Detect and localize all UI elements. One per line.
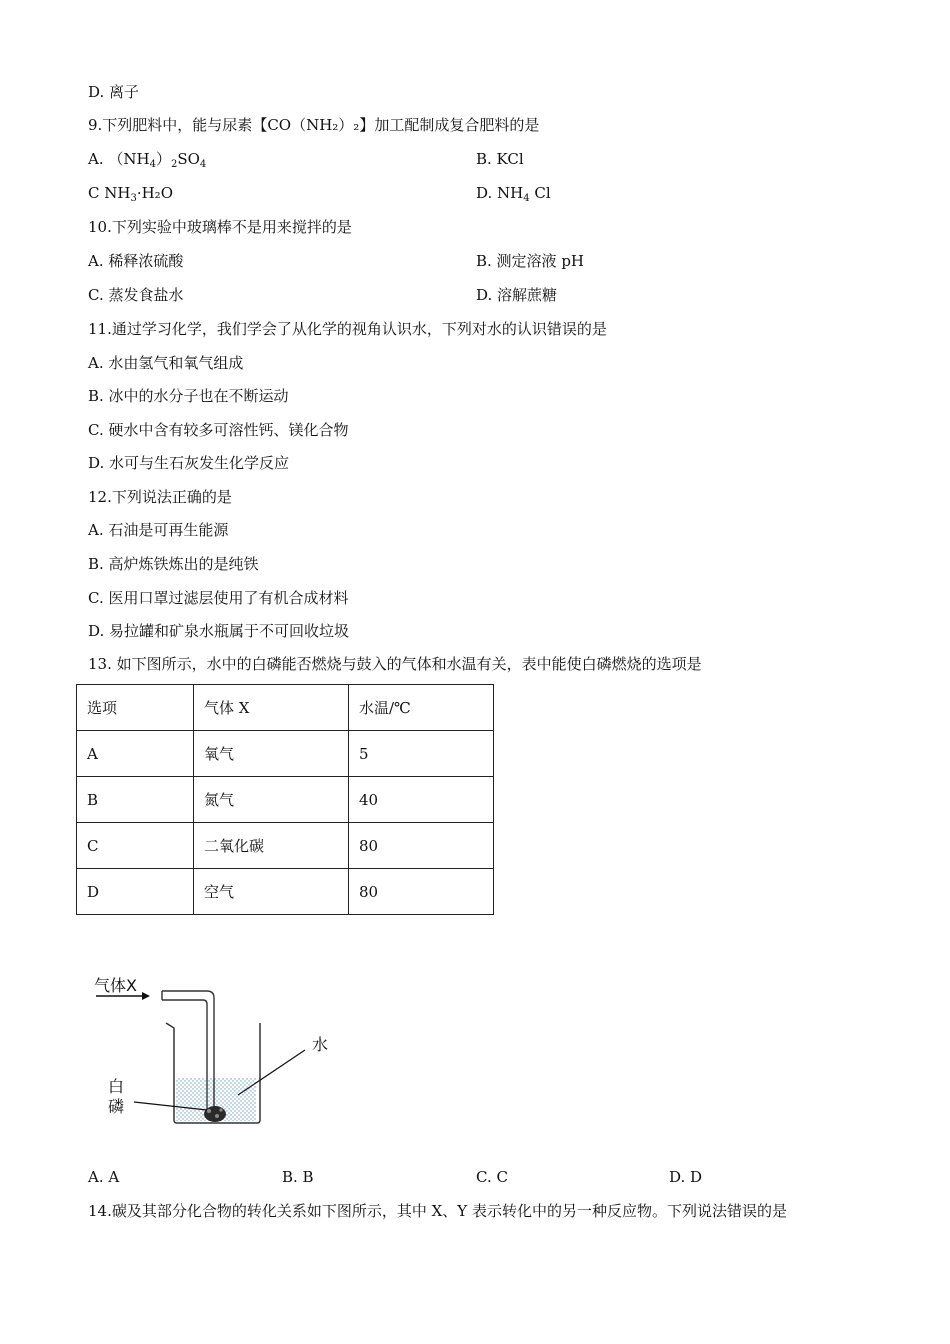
table-cell: 氧气 <box>194 731 349 777</box>
q14-stem: 14.碳及其部分化合物的转化关系如下图所示，其中 X、Y 表示转化中的另一种反应物。下列说法错误的是 <box>88 1202 787 1220</box>
table-row <box>77 777 494 823</box>
beaker-figure <box>90 970 350 1130</box>
q10-option-b: B. 测定溶液 pH <box>476 252 585 270</box>
table-cell: 80 <box>349 823 494 869</box>
q12-stem: 12.下列说法正确的是 <box>88 488 232 506</box>
q12-option-d: D. 易拉罐和矿泉水瓶属于不可回收垃圾 <box>88 622 350 640</box>
q11-option-c: C. 硬水中含有较多可溶性钙、镁化合物 <box>88 421 349 439</box>
q9-option-c: C $NH_3\cdot H_2O$ <box>88 184 173 204</box>
water-leader-line <box>238 1050 305 1095</box>
q11-stem: 11.通过学习化学，我们学会了从化学的视角认识水，下列对水的认识错误的是 <box>88 320 607 338</box>
gas-arrow-head <box>142 992 150 1000</box>
table-cell: 40 <box>349 777 494 823</box>
table-cell: 空气 <box>194 869 349 915</box>
table-cell: B <box>77 777 194 823</box>
q13-option-b: B. B <box>282 1168 314 1186</box>
table-header-cell: 水温/℃ <box>349 685 494 731</box>
q13-option-c: C. C <box>476 1168 508 1186</box>
q10-option-a: A. 稀释浓硫酸 <box>88 252 184 270</box>
q12-option-c: C. 医用口罩过滤层使用了有机合成材料 <box>88 589 349 607</box>
table-cell: 二氧化碳 <box>194 823 349 869</box>
table-header-cell: 气体 X <box>194 685 349 731</box>
white-phosphorus <box>204 1106 226 1122</box>
table-header-row <box>77 685 494 731</box>
phosphorus-label-2: 磷 <box>108 1097 125 1116</box>
q13-option-d: D. D <box>669 1168 703 1186</box>
q10-stem: 10.下列实验中玻璃棒不是用来搅拌的是 <box>88 218 352 236</box>
table-cell: 80 <box>349 869 494 915</box>
water-label: 水 <box>312 1035 329 1054</box>
q9-stem: 9.下列肥料中，能与尿素【CO（NH₂）₂】加工配制成复合肥料的是 <box>88 116 540 134</box>
q11-option-a: A. 水由氢气和氧气组成 <box>88 354 244 372</box>
table-cell: 氮气 <box>194 777 349 823</box>
q10-option-d: D. 溶解蔗糖 <box>476 286 558 304</box>
table-row <box>77 823 494 869</box>
table-cell: C <box>77 823 194 869</box>
table-cell: A <box>77 731 194 777</box>
q11-option-b: B. 冰中的水分子也在不断运动 <box>88 387 289 405</box>
table-cell: D <box>77 869 194 915</box>
q13-options-table <box>76 684 494 915</box>
table-header-cell: 选项 <box>77 685 194 731</box>
q10-option-c: C. 蒸发食盐水 <box>88 286 184 304</box>
q9-option-b: B. KCl <box>476 150 524 168</box>
table-row <box>77 869 494 915</box>
table-row <box>77 731 494 777</box>
q9-option-a: A. $(NH_4)_2SO_4$ <box>88 150 207 170</box>
table-cell: 5 <box>349 731 494 777</box>
q13-stem: 13. 如下图所示，水中的白磷能否燃烧与鼓入的气体和水温有关，表中能使白磷燃烧的选项是 <box>88 655 702 673</box>
q13-option-a: A. A <box>88 1168 120 1186</box>
q9-option-d: D. $NH_4$ Cl <box>476 184 551 204</box>
q8-option-d: D. 离子 <box>88 83 140 101</box>
q12-option-a: A. 石油是可再生能源 <box>88 521 229 539</box>
q12-option-b: B. 高炉炼铁炼出的是纯铁 <box>88 555 259 573</box>
q11-option-d: D. 水可与生石灰发生化学反应 <box>88 454 290 472</box>
phosphorus-label-1: 白 <box>108 1077 125 1096</box>
gas-x-label: 气体X <box>94 976 137 995</box>
